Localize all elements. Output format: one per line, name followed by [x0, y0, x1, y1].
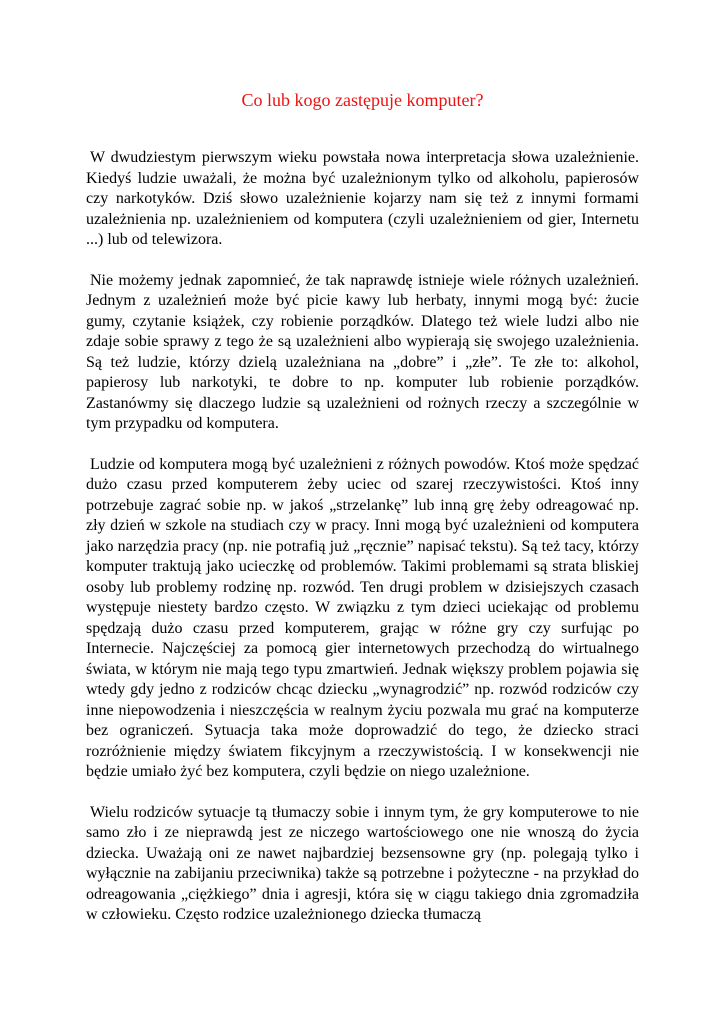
- paragraph-1: W dwudziestym pierwszym wieku powstała nowa interpretacja słowa uzależnienie. Kiedyś ludzie uważali, że można być uzależnionym tylko od alkoholu, papierosów czy narkotyków. Dziś słowo uzależnienie kojarzy nam się też z innymi formami uzależnienia np. uzależnieniem od komputera (czyli uzależnieniem od gier, Internetu ...) lub od telewizora.: [86, 149, 639, 248]
- paragraph-3: Ludzie od komputera mogą być uzależnieni z różnych powodów. Ktoś może spędzać dużo czasu przed komputerem żeby uciec od szarej rzeczywistości. Ktoś inny potrzebuje zagrać sobie np. w jakoś „strzelankę” lub inną grę żeby odreagować np. zły dzień w szkole na studiach czy w pracy. Inni mogą być uzależnieni od komputera jako narzędzia pracy (np. nie potrafią już „ręcznie” napisać tekstu). Są też tacy, którzy komputer traktują jako ucieczkę od problemów. Takimi problemami są strata bliskiej osoby lub problemy rodzinę np. rozwód. Ten drugi problem w dzisiejszych czasach występuje niestety bardzo często. W związku z tym dzieci uciekając od problemu spędzają dużo czasu przed komputerem, grając w różne gry czy surfując po Internecie. Najczęściej za pomocą gier internetowych przechodzą do wirtualnego świata, w którym nie mają tego typu zmartwień. Jednak większy problem pojawia się wtedy gdy jedno z rodziców chcąc dziecku „wynagrodzić” np. rozwód rodziców czy inne niepowodzenia i nieszczęścia w realnym życiu pozwala mu grać na komputerze bez ograniczeń. Sytuacja taka może doprowadzić do tego, że dziecko straci rozróżnienie między światem fikcyjnym a rzeczywistością. I w konsekwencji nie będzie umiało żyć bez komputera, czyli będzie on niego uzależnione.: [86, 455, 639, 780]
- paragraph-2: Nie możemy jednak zapomnieć, że tak naprawdę istnieje wiele różnych uzależnień. Jednym z uzależnień może być picie kawy lub herbaty, innymi mogą być: żucie gumy, czytanie książek, czy robienie porządków. Dlatego też wiele ludzi albo nie zdaje sobie sprawy z tego że są uzależnieni albo wypierają się swojego uzależnienia. Są też ludzie, którzy dzielą uzależniana na „dobre” i „złe”. Te złe to: alkohol, papierosy lub narkotyki, te dobre to np. komputer lub robienie porządków. Zastanówmy się dlaczego ludzie są uzależnieni od rożnych rzeczy a szczególnie w tym przypadku od komputera.: [86, 271, 639, 432]
- document-body: [86, 148, 639, 946]
- document-title: Co lub kogo zastępuje komputer?: [241, 90, 484, 110]
- paragraph-4: Wielu rodziców sytuacje tą tłumaczy sobie i innym tym, że gry komputerowe to nie samo zło i ze nieprawdą jest ze niczego wartościowego one nie wnoszą do życia dziecka. Uważają oni ze nawet najbardziej bezsensowne gry (np. polegają tylko i wyłącznie na zabijaniu przeciwnika) także są potrzebne i pożyteczne - na przykład do odreagowania „ciężkiego” dnia i agresji, która się w ciągu takiego dnia zgromadziła w człowieku. Często rodzice uzależnionego dziecka tłumaczą: [86, 803, 639, 923]
